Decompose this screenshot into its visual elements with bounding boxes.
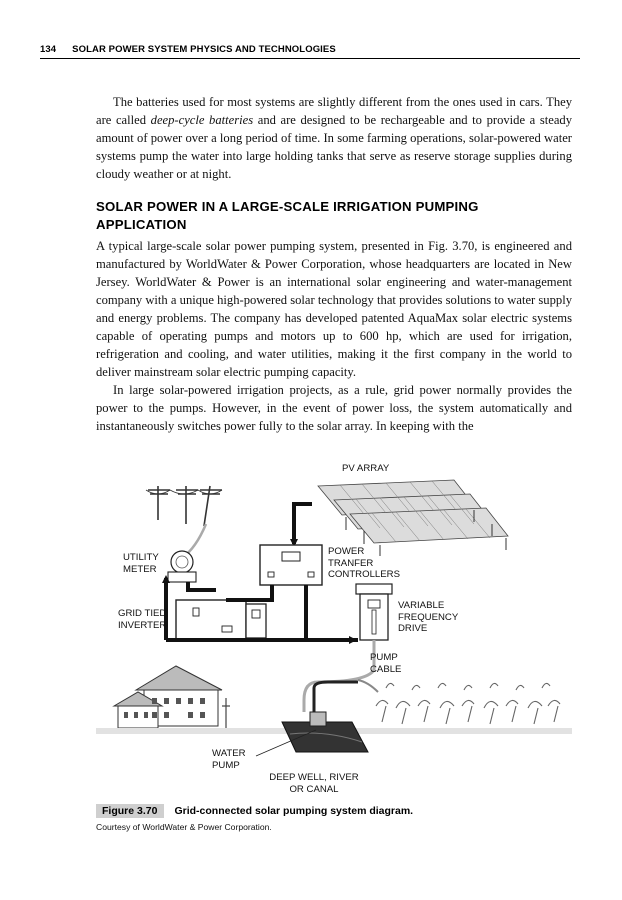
irrigated-crops	[376, 683, 560, 724]
figure-number: Figure 3.70	[96, 804, 164, 818]
figure-title: Grid-connected solar pumping system diagram.	[174, 805, 414, 817]
utility-meter	[168, 551, 196, 582]
section-body	[96, 237, 572, 435]
variable-frequency-drive	[356, 584, 392, 640]
label-pump-cable: PUMP CABLE	[370, 652, 402, 675]
figure-3-70	[96, 460, 572, 800]
section-paragraph-2: In large solar-powered irrigation projects, as a rule, grid power normally provides the power to the pumps. However, in the event of power loss, the system automatically and instantaneously switches power fully to the solar array. In keeping with the	[96, 383, 572, 433]
grid-tied-inverter	[176, 600, 266, 640]
section-paragraph-1: A typical large-scale solar power pumping system, presented in Fig. 3.70, is engineered and manufactured by WorldWater & Power Corporation, whose headquarters are located in New Jersey. WorldWater & Power is an international solar engineering and water-management company with a unique high-powered solar technology that provides solutions to water supply and energy problems. The company has developed patented AquaMax solar electric systems capable of operating pumps and motors up to 600 hp, which are used for irrigation, refrigeration and cooling, and water utilities, making it the first company in the world to deliver mainstream solar electric pumping capacity.	[96, 239, 572, 379]
figure-caption	[96, 804, 572, 818]
label-deep-well: DEEP WELL, RIVER OR CANAL	[269, 772, 359, 795]
pv-array	[318, 480, 508, 556]
solar-pumping-diagram	[96, 460, 572, 800]
page-number: 134	[40, 44, 57, 55]
utility-poles	[146, 486, 222, 526]
power-transfer-controllers	[260, 545, 322, 585]
label-grid-tied-inverter: GRID TIED INVERTER	[118, 608, 167, 631]
farmhouse	[114, 666, 230, 728]
running-header	[40, 44, 580, 59]
intro-paragraph: The batteries used for most systems are slightly different from the ones used in cars. They are called deep-cycle batteries and are designed to be rechargeable and to provide a steady amount of power over a long period of time. In some farming operations, solar-powered water systems pump the water into large holding tanks that serve as reserve storage supplies during cloudy weather or at night.	[96, 95, 573, 181]
emphasis-term: deep-cycle batteries	[150, 113, 254, 127]
figure-credit: Courtesy of WorldWater & Power Corporation.	[96, 822, 272, 832]
label-pv-array: PV ARRAY	[342, 463, 390, 474]
running-title: SOLAR POWER SYSTEM PHYSICS AND TECHNOLOGIES	[72, 44, 336, 55]
label-utility-meter: UTILITY METER	[123, 552, 159, 575]
intro-paragraph-block	[96, 93, 572, 183]
label-water-pump: WATER PUMP	[212, 748, 246, 771]
label-variable-frequency-drive: VARIABLE FREQUENCY DRIVE	[398, 600, 459, 634]
section-heading: SOLAR POWER IN A LARGE-SCALE IRRIGATION PUMPING APPLICATION	[96, 199, 479, 232]
label-power-transfer-controllers: POWER TRANFER CONTROLLERS	[328, 546, 400, 580]
